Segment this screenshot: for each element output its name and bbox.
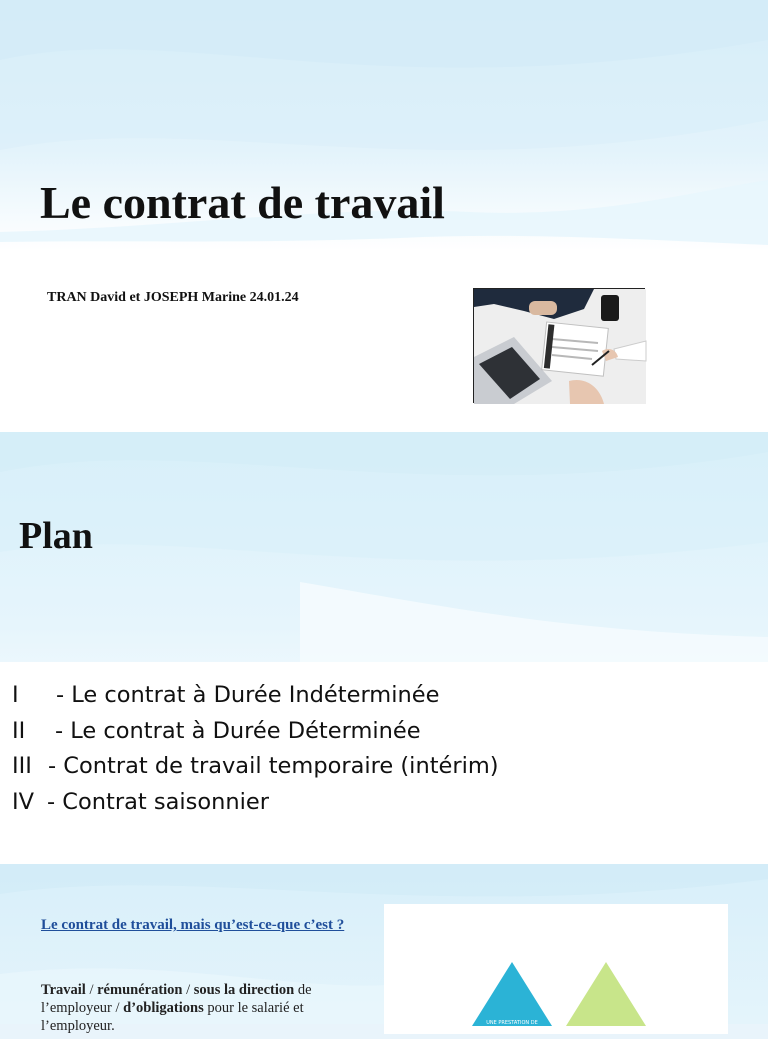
plan-item-text: - Le contrat à Durée Déterminée — [55, 717, 421, 744]
definition-slide — [0, 864, 768, 1034]
plan-item — [12, 785, 499, 821]
plan-item — [12, 749, 499, 785]
plan-slide — [0, 432, 768, 864]
text-de-employeur: de l’employeur / — [41, 982, 312, 1016]
definition-text — [41, 981, 341, 1035]
plan-item-number: II — [12, 717, 26, 744]
text-rest: pour le salarié et l’employeur. — [41, 1000, 304, 1034]
plan-item-text: - Contrat de travail temporaire (intérim) — [48, 753, 499, 779]
keyword-direction: sous la direction — [193, 982, 295, 998]
green-triangle — [566, 962, 646, 1026]
plan-title: Plan — [19, 515, 93, 557]
plan-item-number: IV — [12, 788, 35, 815]
triangle-label: UNE PRESTATION DE — [486, 1020, 538, 1026]
keyword-remuneration: rémunération — [97, 982, 183, 998]
diagram-panel — [384, 904, 728, 1034]
triangles-diagram — [384, 904, 728, 1034]
title-slide — [0, 0, 768, 432]
plan-item-number: III — [12, 753, 32, 779]
plan-item — [12, 714, 499, 750]
blue-triangle — [472, 962, 552, 1026]
plan-list — [12, 678, 499, 820]
authors-date: TRAN David et JOSEPH Marine 24.01.24 — [47, 290, 299, 305]
contract-signing-photo — [473, 288, 645, 403]
slide-title: Le contrat de travail — [40, 177, 445, 228]
keyword-travail: Travail — [41, 982, 86, 998]
plan-item-text: - Le contrat à Durée Indéterminée — [56, 682, 440, 708]
plan-item-number: I — [12, 682, 19, 708]
separator: / — [85, 982, 98, 998]
separator: / — [182, 982, 194, 998]
plan-item-text: - Contrat saisonnier — [47, 788, 269, 815]
plan-item — [12, 678, 499, 714]
background-waves — [0, 432, 768, 672]
section-heading: Le contrat de travail, mais qu’est-ce-que c’est ? — [41, 917, 345, 933]
keyword-obligations: d’obligations — [123, 1000, 204, 1016]
